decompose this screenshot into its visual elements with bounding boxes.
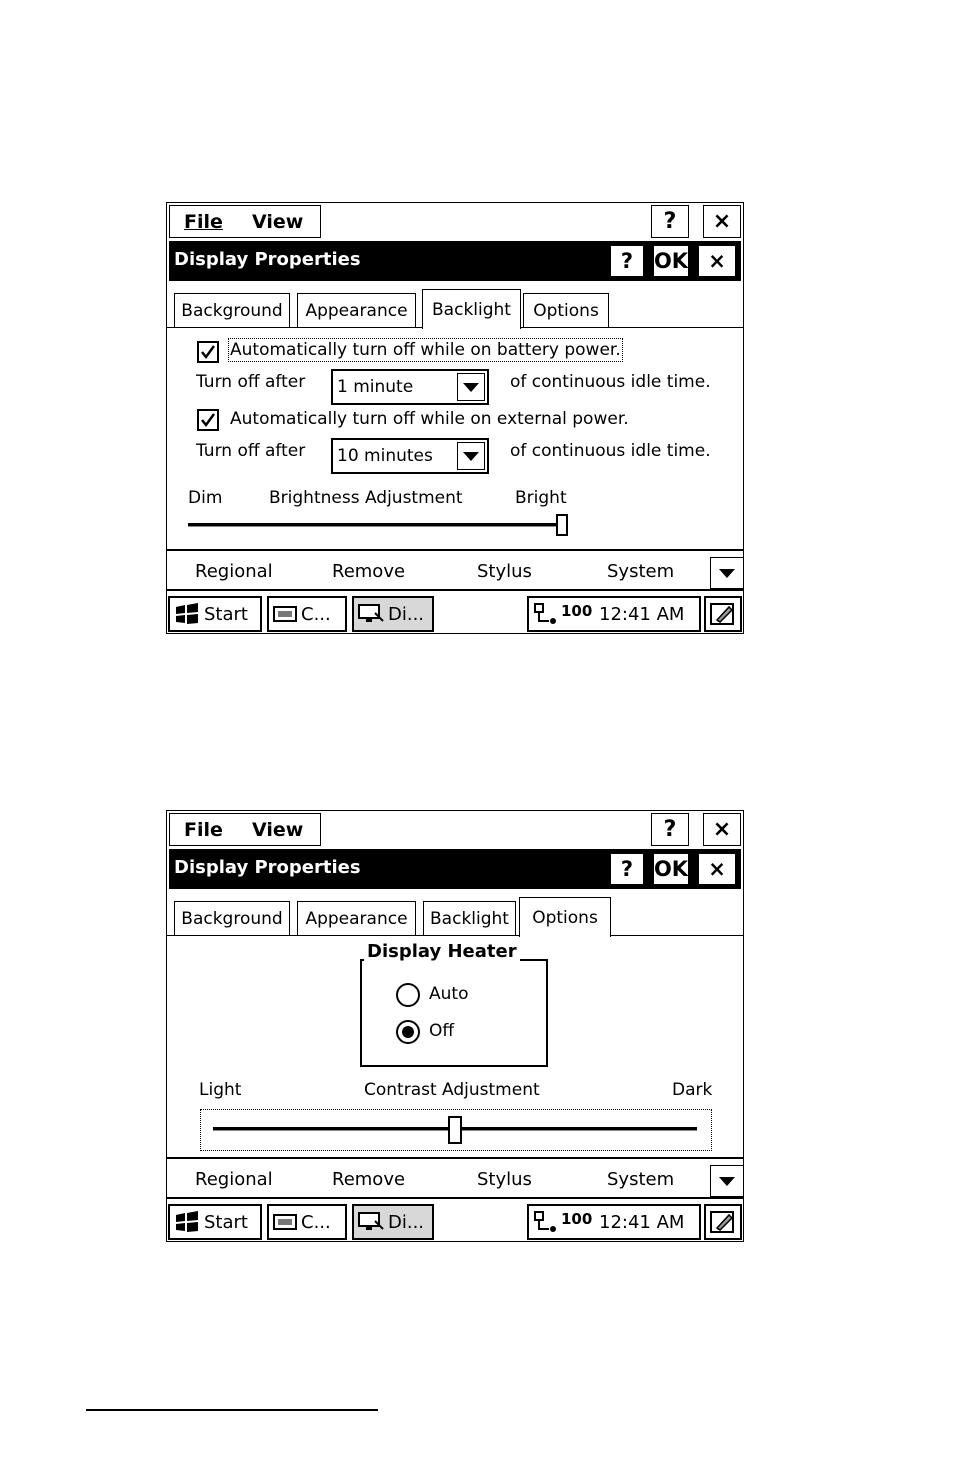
- battery-timeout-value: 1 minute: [337, 377, 414, 397]
- monitor-icon: [358, 604, 384, 624]
- heater-auto-radio[interactable]: [396, 983, 420, 1007]
- radio-selected-dot: [402, 1026, 414, 1038]
- checkmark-icon: [200, 412, 216, 428]
- external-timeout-dropdown[interactable]: [331, 438, 489, 474]
- heater-off-radio[interactable]: [396, 1020, 420, 1044]
- tab-strip-line: [167, 935, 743, 936]
- applet-separator: [167, 1157, 743, 1159]
- system-tray: [527, 596, 701, 632]
- start-label: Start: [204, 1211, 248, 1233]
- dialog-title-bar: [169, 849, 741, 889]
- battery-timeout-dropdown[interactable]: [331, 369, 489, 405]
- light-label: Light: [199, 1080, 242, 1100]
- monitor-icon: [358, 1212, 384, 1232]
- menu-bar: [167, 811, 743, 848]
- footnote-rule: [86, 1409, 378, 1411]
- pencil-icon: [709, 601, 737, 627]
- display-heater-group: [360, 959, 548, 1067]
- clock[interactable]: 12:41 AM: [599, 1212, 685, 1233]
- input-panel-button[interactable]: [704, 1204, 742, 1240]
- taskbar-separator: [167, 1197, 743, 1199]
- taskbar: [167, 593, 743, 633]
- windows-flag-icon: [174, 603, 200, 625]
- menu-file[interactable]: File: [184, 819, 223, 841]
- applet-remove[interactable]: Remove: [332, 1169, 406, 1190]
- tab-backlight[interactable]: Backlight: [422, 289, 521, 329]
- applet-stylus[interactable]: Stylus: [477, 561, 532, 582]
- dialog-close-button[interactable]: ×: [698, 853, 736, 885]
- control-panel-icon: [273, 1213, 297, 1231]
- taskbar-item2-label: Di...: [388, 603, 425, 625]
- menu-view[interactable]: View: [252, 211, 304, 233]
- tab-options[interactable]: Options: [519, 897, 611, 937]
- battery-icon[interactable]: 100: [561, 1210, 593, 1228]
- dialog-ok-button[interactable]: OK: [653, 853, 689, 885]
- taskbar-item-display[interactable]: [352, 1204, 434, 1240]
- clock[interactable]: 12:41 AM: [599, 604, 685, 625]
- input-panel-button[interactable]: [704, 596, 742, 632]
- applet-separator: [167, 549, 743, 551]
- contrast-label: Contrast Adjustment: [364, 1080, 540, 1100]
- applet-stylus[interactable]: Stylus: [477, 1169, 532, 1190]
- control-panel-icon: [273, 605, 297, 623]
- start-label: Start: [204, 603, 248, 625]
- chevron-down-icon: [463, 383, 479, 392]
- menu-view[interactable]: View: [252, 819, 304, 841]
- tab-backlight[interactable]: Backlight: [423, 901, 516, 935]
- menu-help-button[interactable]: ?: [651, 205, 689, 238]
- external-timeout-value: 10 minutes: [337, 446, 433, 466]
- chevron-down-icon: [463, 452, 479, 461]
- menu-bar: [167, 203, 743, 240]
- start-button[interactable]: [168, 1204, 262, 1240]
- heater-auto-label[interactable]: Auto: [429, 984, 469, 1004]
- taskbar-item-control-panel[interactable]: [267, 1204, 347, 1240]
- external-turn-off-label: Turn off after: [196, 441, 306, 461]
- external-idle-suffix: of continuous idle time.: [510, 441, 711, 461]
- applet-scroll-down-button[interactable]: [710, 1165, 744, 1197]
- menu-help-button[interactable]: ?: [651, 813, 689, 846]
- battery-idle-suffix: of continuous idle time.: [510, 372, 711, 392]
- taskbar-item-display[interactable]: [352, 596, 434, 632]
- system-tray: [527, 1204, 701, 1240]
- applet-system[interactable]: System: [607, 1169, 675, 1190]
- network-icon: [533, 1211, 559, 1235]
- bright-label: Bright: [515, 488, 567, 508]
- taskbar-item2-label: Di...: [388, 1211, 425, 1233]
- dim-label: Dim: [188, 488, 223, 508]
- battery-power-checkbox[interactable]: [197, 341, 219, 363]
- taskbar-item-control-panel[interactable]: [267, 596, 347, 632]
- external-dropdown-arrow[interactable]: [457, 442, 485, 470]
- applet-system[interactable]: System: [607, 561, 675, 582]
- brightness-slider-track[interactable]: [188, 523, 568, 527]
- battery-turn-off-label: Turn off after: [196, 372, 306, 392]
- dialog-help-button[interactable]: ?: [610, 853, 644, 885]
- screenshot-options: [166, 810, 744, 1242]
- heater-off-label[interactable]: Off: [429, 1021, 455, 1041]
- tab-options[interactable]: Options: [523, 293, 609, 327]
- tab-background[interactable]: Background: [174, 293, 290, 327]
- applet-scroll-down-button[interactable]: [710, 557, 744, 589]
- dialog-ok-button[interactable]: OK: [653, 245, 689, 277]
- contrast-slider-thumb[interactable]: [448, 1116, 462, 1144]
- applet-bar: [167, 561, 743, 591]
- network-icon: [533, 603, 559, 627]
- dialog-title: Display Properties: [174, 249, 361, 270]
- menu-close-button[interactable]: ×: [703, 813, 741, 846]
- tab-appearance[interactable]: Appearance: [297, 901, 416, 935]
- tab-appearance[interactable]: Appearance: [297, 293, 416, 327]
- chevron-down-icon: [719, 569, 735, 578]
- menu-close-button[interactable]: ×: [703, 205, 741, 238]
- applet-regional[interactable]: Regional: [195, 561, 273, 582]
- menu-file[interactable]: File: [184, 211, 223, 233]
- battery-dropdown-arrow[interactable]: [457, 373, 485, 401]
- tab-background[interactable]: Background: [174, 901, 290, 935]
- dialog-title-bar: [169, 241, 741, 281]
- taskbar: [167, 1201, 743, 1241]
- applet-regional[interactable]: Regional: [195, 1169, 273, 1190]
- chevron-down-icon: [719, 1177, 735, 1186]
- dialog-help-button[interactable]: ?: [610, 245, 644, 277]
- external-power-checkbox[interactable]: [197, 409, 219, 431]
- brightness-label: Brightness Adjustment: [269, 488, 463, 508]
- checkmark-icon: [200, 344, 216, 360]
- applet-remove[interactable]: Remove: [332, 561, 406, 582]
- brightness-slider-thumb[interactable]: [556, 514, 568, 536]
- dialog-close-button[interactable]: ×: [698, 245, 736, 277]
- dialog-title: Display Properties: [174, 857, 361, 878]
- start-button[interactable]: [168, 596, 262, 632]
- taskbar-item1-label: C...: [301, 1211, 331, 1233]
- taskbar-separator: [167, 589, 743, 591]
- dark-label: Dark: [672, 1080, 713, 1100]
- display-heater-label: Display Heater: [364, 941, 520, 962]
- applet-bar: [167, 1169, 743, 1199]
- pencil-icon: [709, 1209, 737, 1235]
- taskbar-item1-label: C...: [301, 603, 331, 625]
- battery-power-label[interactable]: Automatically turn off while on battery power.: [230, 340, 621, 360]
- screenshot-backlight: [166, 202, 744, 634]
- external-power-label[interactable]: Automatically turn off while on external power.: [230, 409, 629, 429]
- battery-icon[interactable]: 100: [561, 602, 593, 620]
- windows-flag-icon: [174, 1211, 200, 1233]
